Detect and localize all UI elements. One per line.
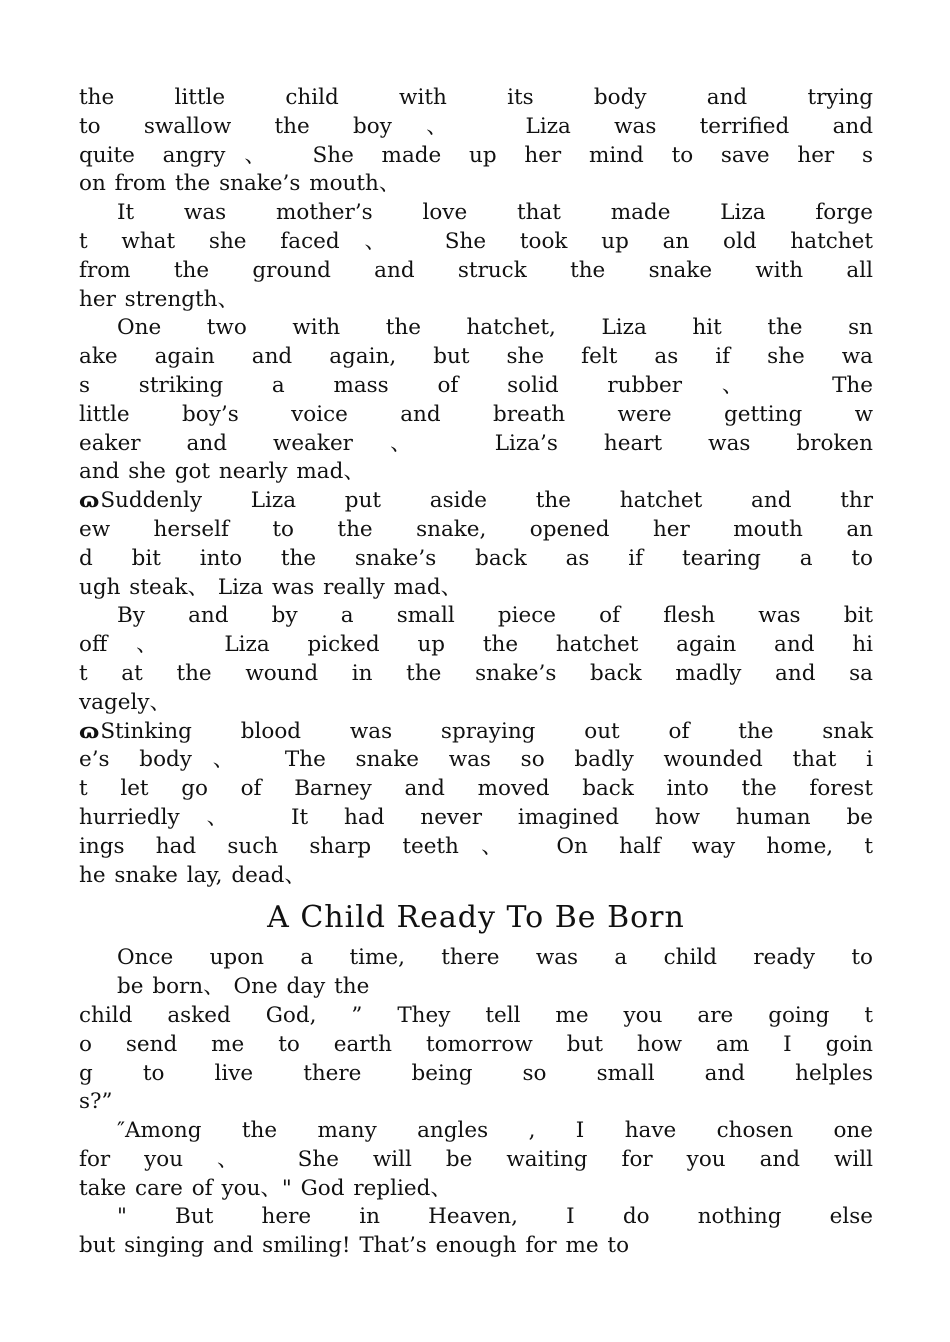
text-line: little boy’s voice and breath were getting w bbox=[79, 401, 873, 427]
paragraph bbox=[79, 487, 873, 602]
paragraph bbox=[79, 1002, 873, 1117]
text-line: take care of you、" God replied、 bbox=[79, 1175, 452, 1201]
text-line: t at the wound in the snake’s back madly and sa bbox=[79, 660, 873, 686]
text-line: t let go of Barney and moved back into the forest bbox=[79, 776, 873, 802]
document-page bbox=[79, 84, 873, 1261]
text-line bbox=[79, 487, 873, 516]
text-line: her strength、 bbox=[79, 286, 239, 312]
text-line: hurriedly、 It had never imagined how human be bbox=[79, 804, 873, 830]
text-line: One two with the hatchet, Liza hit the sn bbox=[117, 315, 873, 341]
text-line: ″Among the many angles , I have chosen one bbox=[117, 1118, 873, 1144]
text-line: but singing and smiling! That’s enough for me to bbox=[79, 1233, 630, 1259]
text-line: d bit into the snake’s back as if tearing a to bbox=[79, 545, 873, 571]
text-line: the little child with its body and trying bbox=[79, 85, 873, 110]
text-line: ings had such sharp teeth、 On half way home, t bbox=[79, 833, 873, 859]
paragraph bbox=[79, 602, 873, 717]
story-child bbox=[79, 944, 873, 1261]
text-line: t what she faced、 She took up an old hatchet bbox=[79, 228, 873, 254]
story-title: A Child Ready To Be Born bbox=[267, 900, 685, 936]
text-line: he snake lay, dead、 bbox=[79, 862, 306, 888]
paragraph bbox=[79, 1117, 873, 1203]
text-line: Once upon a time, there was a child ready to bbox=[117, 945, 873, 971]
text-line: on from the snake’s mouth、 bbox=[79, 171, 401, 197]
text-line: from the ground and struck the snake with all bbox=[79, 257, 873, 283]
text-line: " But here in Heaven, I do nothing else bbox=[117, 1204, 873, 1230]
text-line: be born、 One day the bbox=[117, 974, 370, 1000]
story-snake bbox=[79, 84, 873, 890]
text-line: to swallow the boy、 Liza was terrified and bbox=[79, 113, 873, 139]
text-line: ew herself to the snake, opened her mouth an bbox=[79, 516, 873, 542]
text-line: eaker and weaker、 Liza’s heart was broken bbox=[79, 430, 873, 456]
text-line: e’s body、 The snake was so badly wounded that i bbox=[79, 747, 873, 773]
paragraph bbox=[79, 314, 873, 487]
bullet-mark: ɷ bbox=[79, 718, 100, 744]
paragraph bbox=[79, 199, 873, 314]
text-line: ake again and again, but she felt as if she wa bbox=[79, 344, 873, 370]
text-line: child asked God, ” They tell me you are going t bbox=[79, 1002, 873, 1028]
text-line bbox=[79, 718, 873, 747]
paragraph bbox=[79, 944, 873, 1002]
paragraph bbox=[79, 1203, 873, 1261]
text-line-content: Suddenly Liza put aside the hatchet and thr bbox=[100, 488, 873, 514]
text-line-content: Stinking blood was spraying out of the snak bbox=[100, 718, 873, 744]
text-line: g to live there being so small and helples bbox=[79, 1060, 873, 1086]
text-line: for you 、 She will be waiting for you and will bbox=[79, 1146, 873, 1172]
bullet-mark: ɷ bbox=[79, 488, 100, 514]
text-line: s striking a mass of solid rubber、 The bbox=[79, 372, 873, 398]
paragraph bbox=[79, 84, 873, 199]
paragraph bbox=[79, 718, 873, 891]
text-line: off、 Liza picked up the hatchet again and hi bbox=[79, 632, 873, 658]
text-line: It was mother’s love that made Liza forge bbox=[117, 200, 873, 226]
text-line: o send me to earth tomorrow but how am I goin bbox=[79, 1031, 873, 1057]
text-line: and she got nearly mad、 bbox=[79, 459, 365, 485]
text-line: s?” bbox=[79, 1089, 113, 1115]
text-line: By and by a small piece of flesh was bit bbox=[117, 603, 873, 629]
text-line: ugh steak、 Liza was really mad、 bbox=[79, 574, 463, 600]
text-line: vagely、 bbox=[79, 689, 171, 715]
text-line: quite angry、 She made up her mind to save her s bbox=[79, 142, 873, 168]
